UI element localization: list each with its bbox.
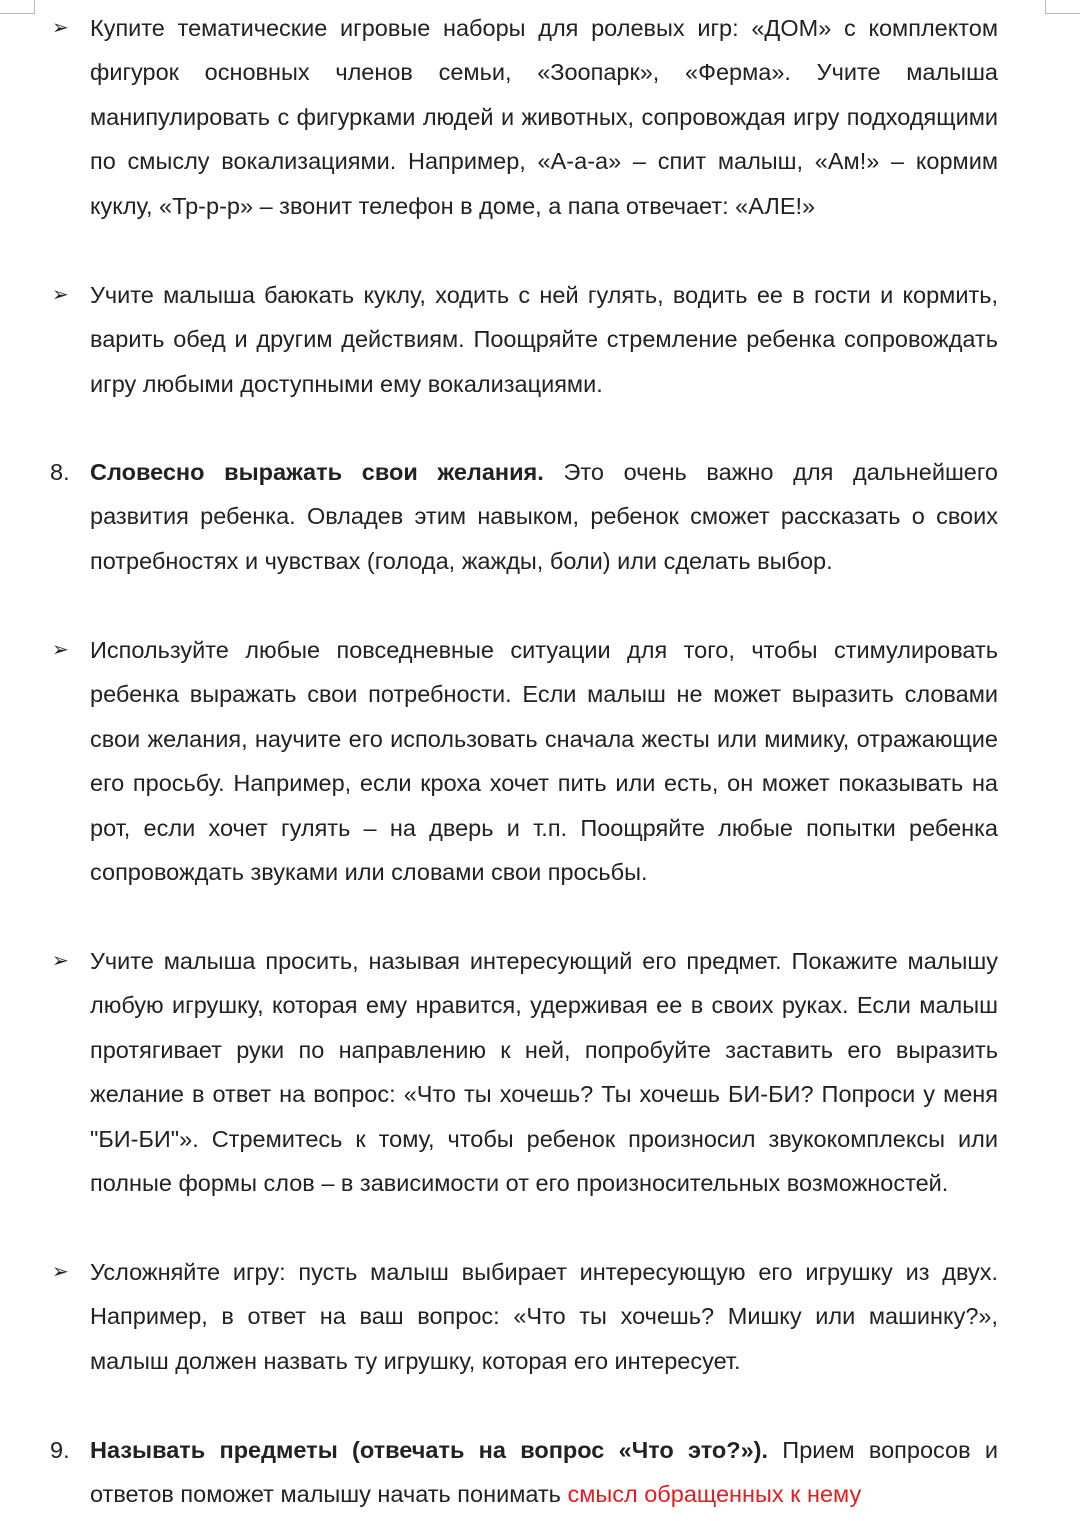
bullet-item-asking-for-object <box>52 939 998 1205</box>
list-number: 9. <box>50 1437 70 1463</box>
arrow-bullet-icon: ➢ <box>52 284 69 306</box>
bullet-item-everyday-situations <box>52 628 998 894</box>
item-heading: Называть предметы (отвечать на вопрос «Что это?»). <box>90 1437 769 1463</box>
bullet-item-role-play-sets <box>52 6 998 228</box>
paragraph-text: Усложняйте игру: пусть малыш выбирает интересующую его игрушку из двух. Например, в ответ на ваш вопрос: «Что ты хочешь? Мишку или машинку?», малыш должен назвать ту игрушку, которая его интересует. <box>90 1259 998 1374</box>
page-corner-mark-left <box>0 0 35 14</box>
paragraph-text: Прием вопросов и ответов поможет малышу начать понимать <box>90 1437 999 1508</box>
paragraph-text: Учите малыша баюкать куклу, ходить с ней гулять, водить ее в гости и кормить, варить обед и другим действиям. Поощряйте стремление ребенка сопровождать игру любыми доступными ему вокализациями. <box>90 282 998 397</box>
arrow-bullet-icon: ➢ <box>52 639 69 661</box>
paragraph-text: Используйте любые повседневные ситуации для того, чтобы стимулировать ребенка выражать свои потребности. Если малыш не может выразить словами свои желания, научите его использовать сначала жесты или мимику, отражающие его просьбу. Например, если кроха хочет пить или есть, он может показывать на рот, если хочет гулять – на дверь и т.п. Поощряйте любые попытки ребенка сопровождать звуками или словами свои просьбы. <box>90 637 998 886</box>
paragraph-text: Учите малыша просить, называя интересующий его предмет. Покажите малышу любую игрушку, которая ему нравится, удерживая ее в своих руках. Если малыш протягивает руки по направлению к ней, попробуйте заставить его выразить желание в ответ на вопрос: «Что ты хочешь? Ты хочешь БИ-БИ? Попроси у меня "БИ-БИ"». Стремитесь к тому, чтобы ребенок произносил звукокомплексы или полные формы слов – в зависимости от его произносительных возможностей. <box>90 948 998 1197</box>
numbered-item-9 <box>50 1428 999 1517</box>
paragraph-text: Это очень важно для дальнейшего развития ребенка. Овладев этим навыком, ребенок сможет рассказать о своих потребностях и чувствах (голода, жажды, боли) или сделать выбор. <box>90 459 998 574</box>
page-corner-mark-right <box>1045 0 1080 14</box>
list-number: 8. <box>50 459 70 485</box>
highlighted-text: смысл обращенных к нему <box>567 1481 862 1508</box>
bullet-item-choose-toy <box>52 1250 998 1383</box>
arrow-bullet-icon: ➢ <box>52 1261 69 1283</box>
item-heading: Словесно выражать свои желания. <box>90 459 544 485</box>
numbered-item-8 <box>50 450 998 583</box>
paragraph-text: Купите тематические игровые наборы для ролевых игр: «ДОМ» с комплектом фигурок основных членов семьи, «Зоопарк», «Ферма». Учите малыша манипулировать с фигурками людей и животных, сопровождая игру подходящими по смыслу вокализациями. Например, «А-а-а» – спит малыш, «Ам!» – кормим куклу, «Тр-р-р» – звонит телефон в доме, а папа отвечает: «АЛЕ!» <box>90 15 998 219</box>
bullet-item-doll-play <box>52 273 998 406</box>
arrow-bullet-icon: ➢ <box>52 17 69 39</box>
arrow-bullet-icon: ➢ <box>52 950 69 972</box>
